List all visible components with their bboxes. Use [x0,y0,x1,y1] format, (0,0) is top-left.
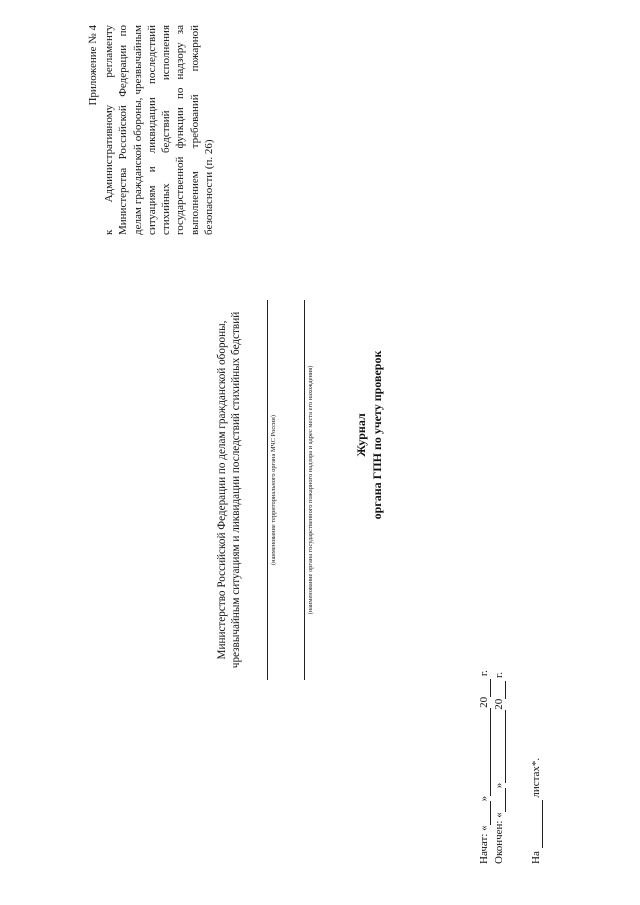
territorial-organ-caption: (наименование территориального органа МЧС России) [270,415,278,565]
finished-year-prefix: 20 [493,698,505,710]
finished-year-suffix: г. [493,671,505,679]
journal-title-line2: органа ГПН по учету проверок [369,350,384,520]
started-month-blank [480,708,491,796]
finished-label: Окончен: « [493,812,505,864]
ministry-name: Министерство Российской Федерации по делам гражданской обороны, чрезвычайным ситуациям и ликвидации последствий стихийных бедствий [216,311,242,669]
started-date-line [478,670,491,864]
territorial-organ-line [267,300,268,680]
finished-quote-close: » [493,782,505,789]
appendix-block [86,25,216,235]
started-day-blank [480,801,491,825]
sheets-prefix: На [530,851,542,864]
started-year-prefix: 20 [478,696,490,708]
appendix-title: Приложение № 4 [87,25,99,106]
ministry-block [216,300,315,680]
started-quote-close: » [478,795,490,802]
finished-date-line [493,672,506,864]
journal-title [354,345,385,525]
appendix-body: к Административному регламенту Министерства Российской Федерации по делам гражданской обороны, чрезвычайным ситуациям и ликвидации последствий стихийных бедствий исполнения государственной функции по надзору за выполнением требований пожарной безопасности (п. 26) [103,25,216,235]
fire-supervision-organ-caption: (наименование органа государственного пожарного надзора и адрес места его нахождения) [307,365,315,615]
started-year-suffix: г. [478,670,490,677]
sheets-count-line [530,758,543,864]
sheets-count-blank [532,800,543,848]
started-year-blank [480,679,491,697]
journal-title-line1: Журнал [354,413,368,457]
finished-year-blank [495,681,506,699]
finished-day-blank [495,788,506,812]
sheets-suffix: листах*. [530,757,542,798]
started-label: Начат: « [478,825,490,864]
fire-supervision-organ-line [304,300,305,680]
finished-month-blank [495,710,506,783]
